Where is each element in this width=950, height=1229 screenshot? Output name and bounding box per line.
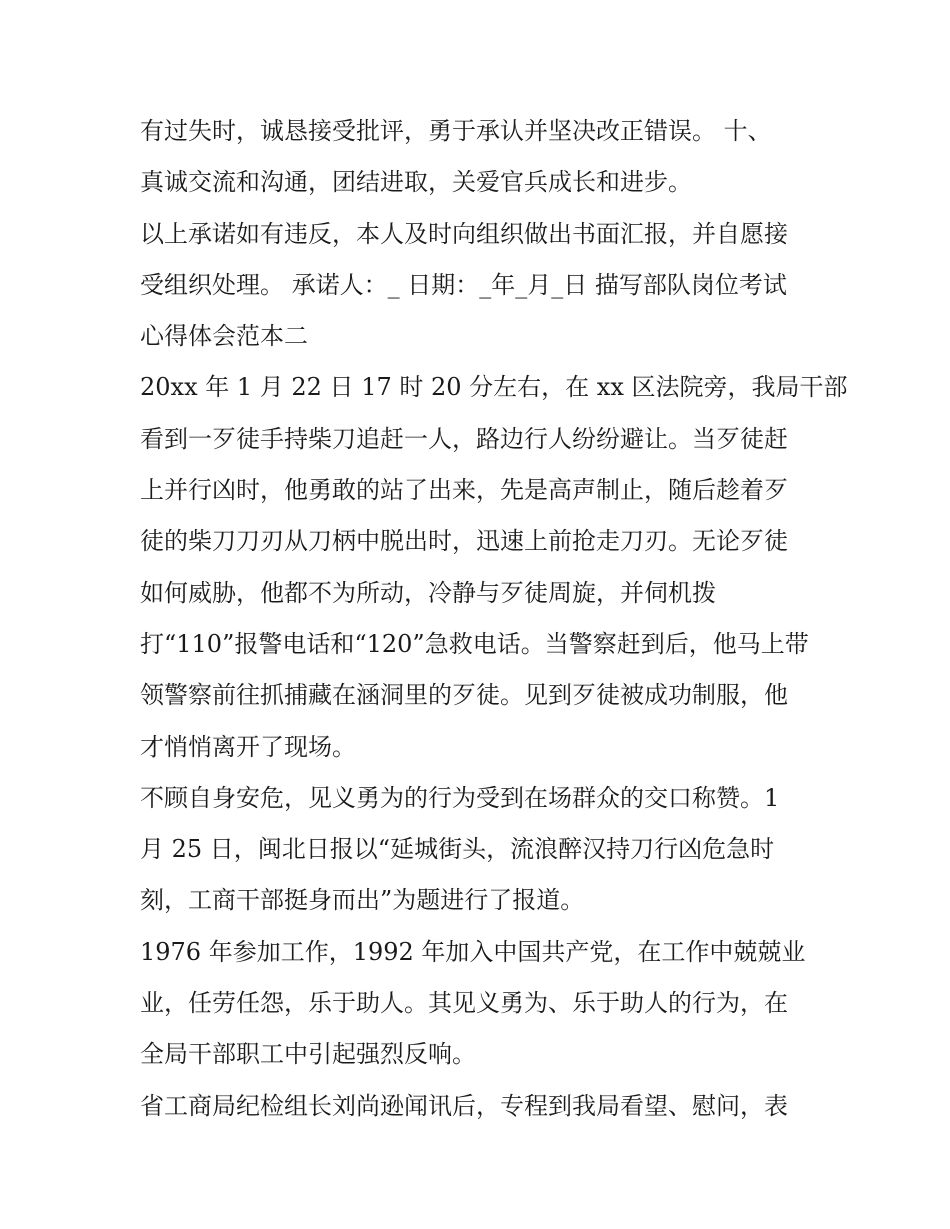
text-line: 上并行凶时，他勇敢的站了出来，先是高声制止，随后趁着歹 bbox=[140, 476, 788, 505]
text-line: 刻，工商干部挺身而出”为题进行了报道。 bbox=[140, 886, 585, 915]
text-line: 如何威胁，他都不为所动，冷静与歹徒周旋，并伺机拨 bbox=[140, 578, 716, 607]
text-line: 真诚交流和沟通，团结进取，关爱官兵成长和进步。 bbox=[140, 168, 692, 197]
document-body bbox=[140, 106, 848, 1132]
text-line: 全局干部职工中引起强烈反响。 bbox=[140, 1040, 476, 1069]
text-line: 省工商局纪检组长刘尚逊闻讯后，专程到我局看望、慰问，表 bbox=[140, 1091, 788, 1120]
text-line: 月 25 日，闽北日报以“延城街头，流浪醉汉持刀行凶危急时 bbox=[140, 835, 775, 864]
text-line: 心得体会范本二 bbox=[140, 322, 308, 351]
text-line: 领警察前往抓捕藏在涵洞里的歹徒。见到歹徒被成功制服，他 bbox=[140, 681, 788, 710]
text-line: 才悄悄离开了现场。 bbox=[140, 732, 356, 761]
text-line: 有过失时，诚恳接受批评，勇于承认并坚决改正错误。 十、 bbox=[140, 117, 772, 145]
text-line: 20xx 年 1 月 22 日 17 时 20 分左右，在 xx 区法院旁，我局干部 bbox=[140, 373, 848, 402]
text-line: 看到一歹徒手持柴刀追赶一人，路边行人纷纷避让。当歹徒赶 bbox=[140, 424, 788, 453]
text-line: 徒的柴刀刀刃从刀柄中脱出时，迅速上前抢走刀刃。无论歹徒 bbox=[140, 527, 788, 556]
text-line: 受组织处理。 承诺人：_ 日期：_年_月_日 描写部队岗位考试 bbox=[140, 270, 787, 299]
text-line: 不顾自身安危，见义勇为的行为受到在场群众的交口称赞。1 bbox=[140, 783, 780, 812]
text-line: 1976 年参加工作，1992 年加入中国共产党，在工作中兢兢业 bbox=[140, 937, 806, 966]
text-line: 业，任劳任怨，乐于助人。其见义勇为、乐于助人的行为，在 bbox=[140, 989, 788, 1018]
text-line: 打“110”报警电话和“120”急救电话。当警察赶到后，他马上带 bbox=[140, 629, 809, 658]
text-line: 以上承诺如有违反，本人及时向组织做出书面汇报，并自愿接 bbox=[140, 219, 788, 248]
